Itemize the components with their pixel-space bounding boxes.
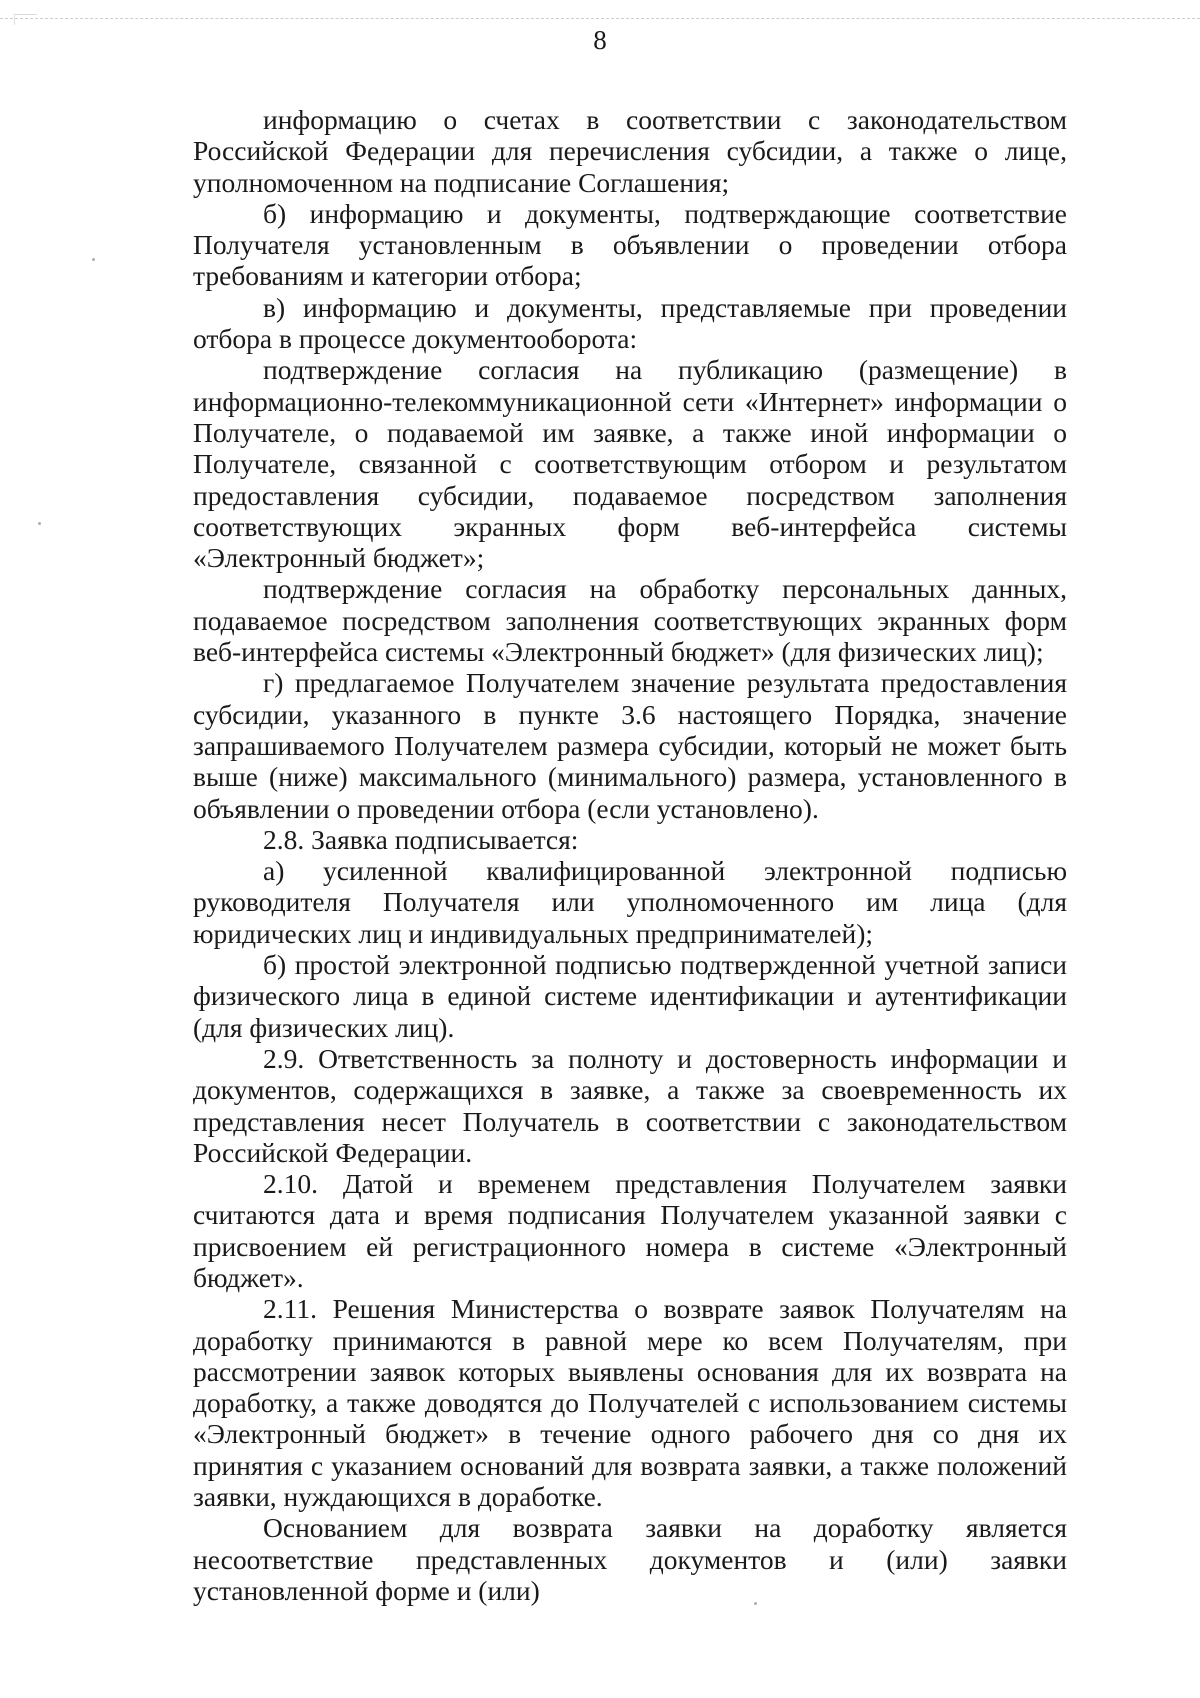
paragraph-item-g-result: г) предлагаемое Получателем значение результата предоставления субсидии, указанного в пункте 3.6 настоящего Порядка, значение запрашиваемого Получателем размера субсидии, который не может быть выше (ниже) максимального (минимального) размера, установленного в объявлении о проведении отбора (если установлено). (193, 667, 1067, 824)
scan-speck (38, 522, 41, 525)
page-number: 8 (593, 25, 607, 55)
paragraph-personal-data-consent: подтверждение согласия на обработку персональных данных, подаваемое посредством заполнения соответствующих экранных форм веб-интерфейса системы «Электронный бюджет» (для физических лиц); (193, 573, 1067, 668)
paragraph-return-grounds: Основанием для возврата заявки на доработку является несоответствие представленных документов и (или) заявки установленной форме и (или) (193, 1512, 1067, 1606)
paragraph-item-b-info: б) информацию и документы, подтверждающие соответствие Получателя установленным в объявлении о проведении отбора требованиям и категории отбора; (193, 197, 1067, 292)
document-body (193, 104, 1067, 1606)
paragraph-publication-consent: подтверждение согласия на публикацию (размещение) в информационно-телекоммуникационной сети «Интернет» информации о Получателе, о подаваемой им заявке, а также иной информации о Получателе, связанной с соответствующим отбором и результатом предоставления субсидии, подаваемое посредством заполнения соответствующих экранных форм веб-интерфейса системы «Электронный бюджет»; (193, 354, 1067, 574)
paragraph-accounts-info: информацию о счетах в соответствии с законодательством Российской Федерации для перечисления субсидии, а также о лице, уполномоченном на подписание Соглашения; (193, 104, 1067, 198)
paragraph-2-8-a: а) усиленной квалифицированной электронной подписью руководителя Получателя или уполномоченного им лица (для юридических лиц и индивидуальных предпринимателей); (193, 855, 1067, 949)
scan-speck (92, 258, 95, 261)
paragraph-2-8-heading: 2.8. Заявка подписывается: (263, 823, 579, 855)
paragraph-2-10: 2.10. Датой и временем представления Получателем заявки считаются дата и время подписания Получателем указанной заявки с присвоением ей регистрационного номера в системе «Электронный бюджет». (193, 1168, 1067, 1293)
paragraph-2-8-b: б) простой электронной подписью подтвержденной учетной записи физического лица в единой системе идентификации и аутентификации (для физических лиц). (193, 949, 1067, 1043)
paragraph-2-11: 2.11. Решения Министерства о возврате заявок Получателям на доработку принимаются в равной мере ко всем Получателям, при рассмотрении заявок которых выявлены основания для их возврата на доработку, а также доводятся до Получателей с использованием системы «Электронный бюджет» в течение одного рабочего дня со дня их принятия с указанием оснований для возврата заявки, а также положений заявки, нуждающихся в доработке. (193, 1293, 1067, 1513)
scan-speck (754, 1602, 757, 1605)
paragraph-2-9: 2.9. Ответственность за полноту и достоверность информации и документов, содержащихся в заявке, а также за своевременность их представления несет Получатель в соответствии с законодательством Российской Федерации. (193, 1042, 1067, 1168)
paragraph-item-v-info: в) информацию и документы, представляемые при проведении отбора в процессе документооборота: (193, 291, 1067, 355)
